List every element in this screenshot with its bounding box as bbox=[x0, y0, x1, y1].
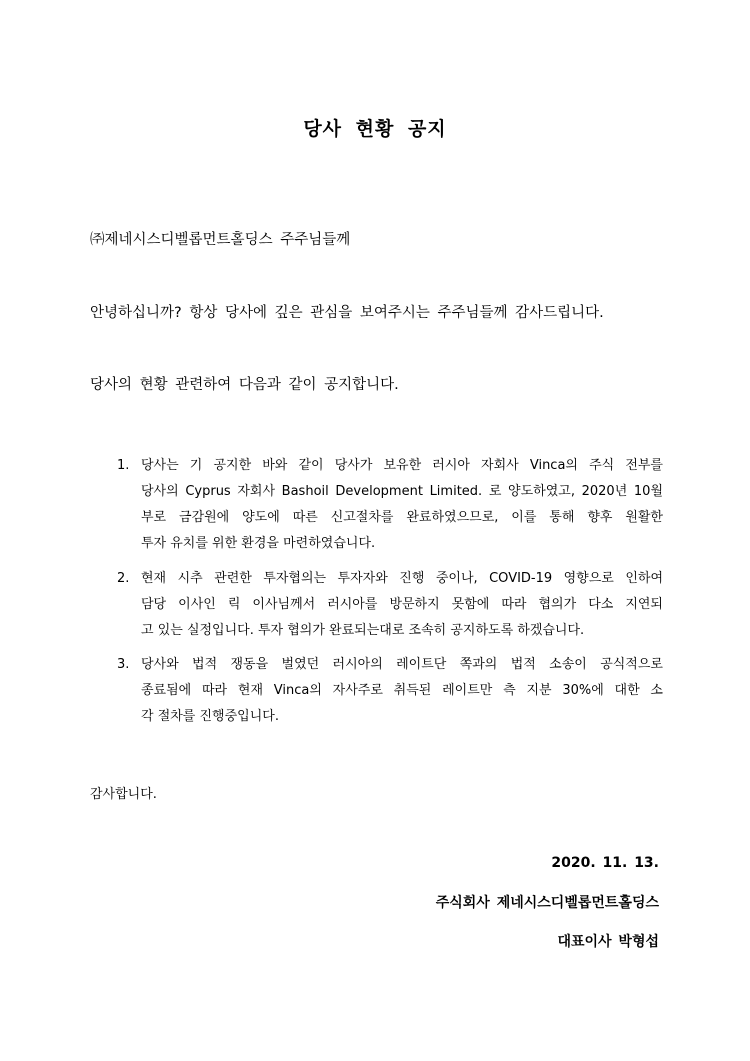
document-title: 당사 현황 공지 bbox=[303, 118, 447, 140]
item-line: 고 있는 실정입니다. 투자 협의가 완료되는대로 조속히 공지하도록 하겠습니다. bbox=[141, 623, 585, 638]
item-line: 당사는 기 공지한 바와 같이 당사가 보유한 러시아 자회사 Vinca의 주식 전부를 bbox=[141, 458, 663, 473]
item-number: 3. bbox=[117, 657, 130, 672]
item-line: 당사의 Cyprus 자회사 Bashoil Development Limited. 로 양도하였고, 2020년 10월 bbox=[141, 484, 663, 499]
item-line: 담당 이사인 릭 이사님께서 러시아를 방문하지 못함에 따라 협의가 다소 지연되 bbox=[141, 597, 663, 612]
item-line: 종료됨에 따라 현재 Vinca의 자사주로 취득된 레이트만 측 지분 30%에 대한 소 bbox=[141, 683, 663, 698]
company-name: 주식회사 제네시스디벨롭먼트홀딩스 bbox=[435, 895, 659, 911]
item-line: 각 절차를 진행중입니다. bbox=[141, 709, 279, 724]
closing-remark: 감사합니다. bbox=[90, 787, 157, 802]
item-line: 당사와 법적 쟁동을 벌였던 러시아의 레이트단 쪽과의 법적 소송이 공식적으로 bbox=[141, 657, 663, 672]
representative-name: 대표이사 박형섭 bbox=[557, 934, 659, 950]
intro-paragraph: 당사의 현황 관련하여 다음과 같이 공지합니다. bbox=[90, 377, 399, 393]
greeting-paragraph: 안녕하십니까? 항상 당사에 깊은 관심을 보여주시는 주주님들께 감사드립니다. bbox=[90, 305, 604, 321]
item-number: 1. bbox=[117, 458, 130, 473]
item-line: 현재 시추 관련한 투자협의는 투자자와 진행 중이나, COVID-19 영향으로 인하여 bbox=[141, 571, 663, 586]
item-line: 부로 금감원에 양도에 따른 신고절차를 완료하였으므로, 이를 통해 향후 원활한 bbox=[141, 510, 663, 525]
notice-date: 2020. 11. 13. bbox=[551, 855, 659, 871]
item-line: 투자 유치를 위한 환경을 마련하였습니다. bbox=[141, 536, 376, 551]
item-number: 2. bbox=[117, 571, 130, 586]
salutation: ㈜제네시스디벨롭먼트홀딩스 주주님들께 bbox=[90, 232, 351, 248]
